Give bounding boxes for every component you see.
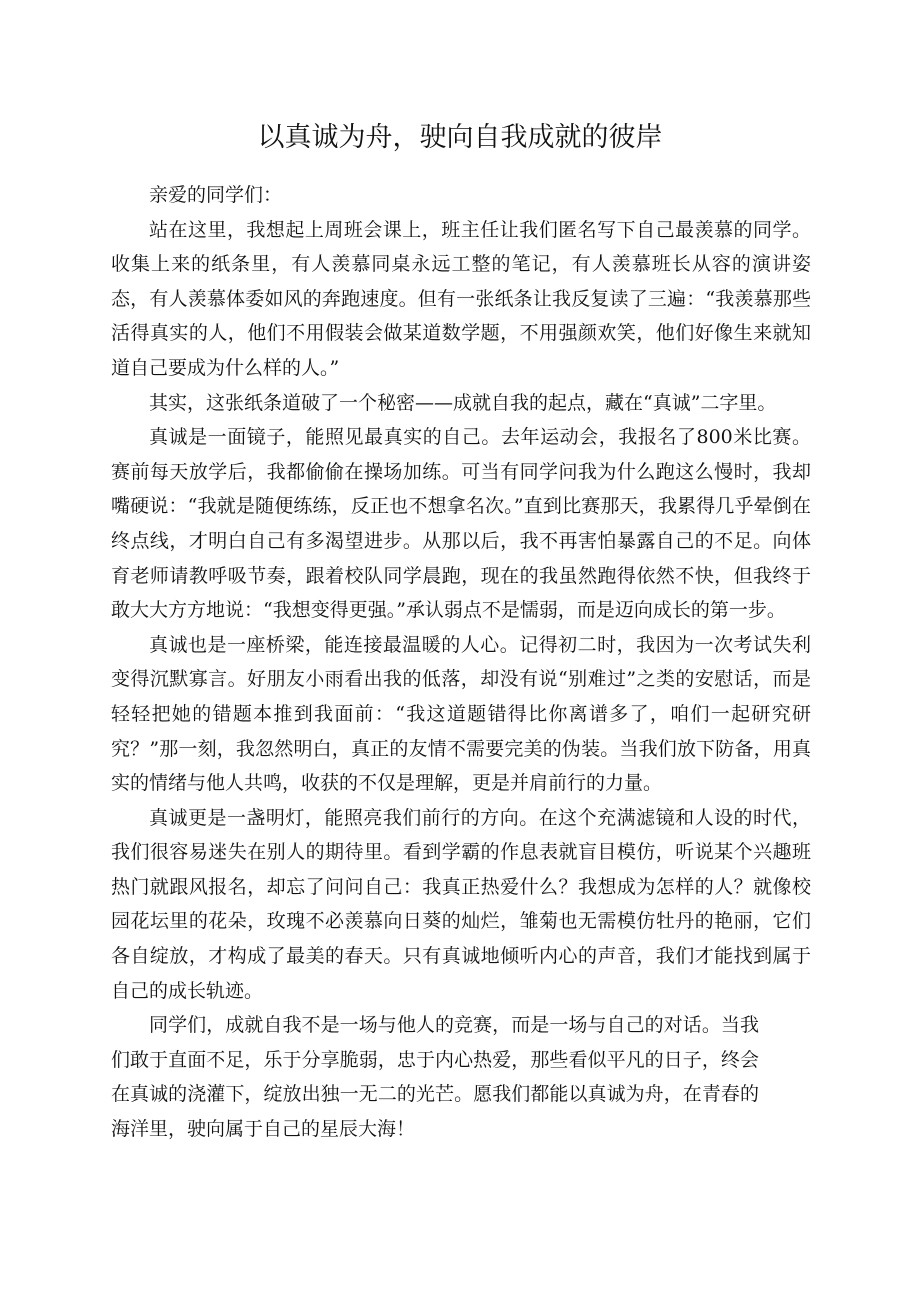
document-body — [111, 178, 811, 1147]
document-title: 以真诚为舟，驶向自我成就的彼岸 — [257, 122, 663, 153]
paragraph-1: 站在这里，我想起上周班会课上，班主任让我们匿名写下自己最羡慕的同学。收集上来的纸条里，有人羡慕同桌永远工整的笔记，有人羡慕班长从容的演讲姿态，有人羡慕体委如风的奔跑速度。但有一张纸条让我反复读了三遍：“我羡慕那些活得真实的人，他们不用假装会做某道数学题，不用强颜欢笑，他们好像生来就知道自己要成为什么样的人。” — [111, 218, 811, 379]
greeting: 亲爱的同学们： — [149, 184, 283, 206]
paragraph-2: 其实，这张纸条道破了一个秘密——成就自我的起点，藏在“真诚”二字里。 — [149, 391, 777, 414]
paragraph-5: 真诚更是一盏明灯，能照亮我们前行的方向。在这个充满滤镜和人设的时代，我们很容易迷失在别人的期待里。看到学霸的作息表就盲目模仿，听说某个兴趣班热门就跟风报名，却忘了问问自己：我真正热爱什么？我想成为怎样的人？就像校园花坛里的花朵，玫瑰不必羡慕向日葵的灿烂，雏菊也无需模仿牡丹的艳丽，它们各自绽放，才构成了最美的春天。只有真诚地倾听内心的声音，我们才能找到属于自己的成长轨迹。 — [111, 806, 811, 1002]
paragraph-6: 同学们，成就自我不是一场与他人的竞赛，而是一场与自己的对话。当我们敢于直面不足，乐于分享脆弱，忠于内心热爱，那些看似平凡的日子，终会在真诚的浇灌下，绽放出独一无二的光芒。愿我们都能以真诚为舟，在青春的海洋里，驶向属于自己的星辰大海！ — [111, 1014, 759, 1141]
paragraph-3: 真诚是一面镜子，能照见最真实的自己。去年运动会，我报名了800米比赛。赛前每天放学后，我都偷偷在操场加练。可当有同学问我为什么跑这么慢时，我却嘴硬说：“我就是随便练练，反正也不想拿名次。”直到比赛那天，我累得几乎晕倒在终点线，才明白自己有多渴望进步。从那以后，我不再害怕暴露自己的不足。向体育老师请教呼吸节奏，跟着校队同学晨跑，现在的我虽然跑得依然不快，但我终于敢大大方方地说：“我想变得更强。”承认弱点不是懦弱，而是迈向成长的第一步。 — [111, 426, 811, 622]
paragraph-4: 真诚也是一座桥梁，能连接最温暖的人心。记得初二时，我因为一次考试失利变得沉默寡言。好朋友小雨看出我的低落，却没有说“别难过”之类的安慰话，而是轻轻把她的错题本推到我面前：“我这道题错得比你离谱多了，咱们一起研究研究？”那一刻，我忽然明白，真正的友情不需要完美的伪装。当我们放下防备，用真实的情绪与他人共鸣，收获的不仅是理解，更是并肩前行的力量。 — [111, 633, 811, 795]
